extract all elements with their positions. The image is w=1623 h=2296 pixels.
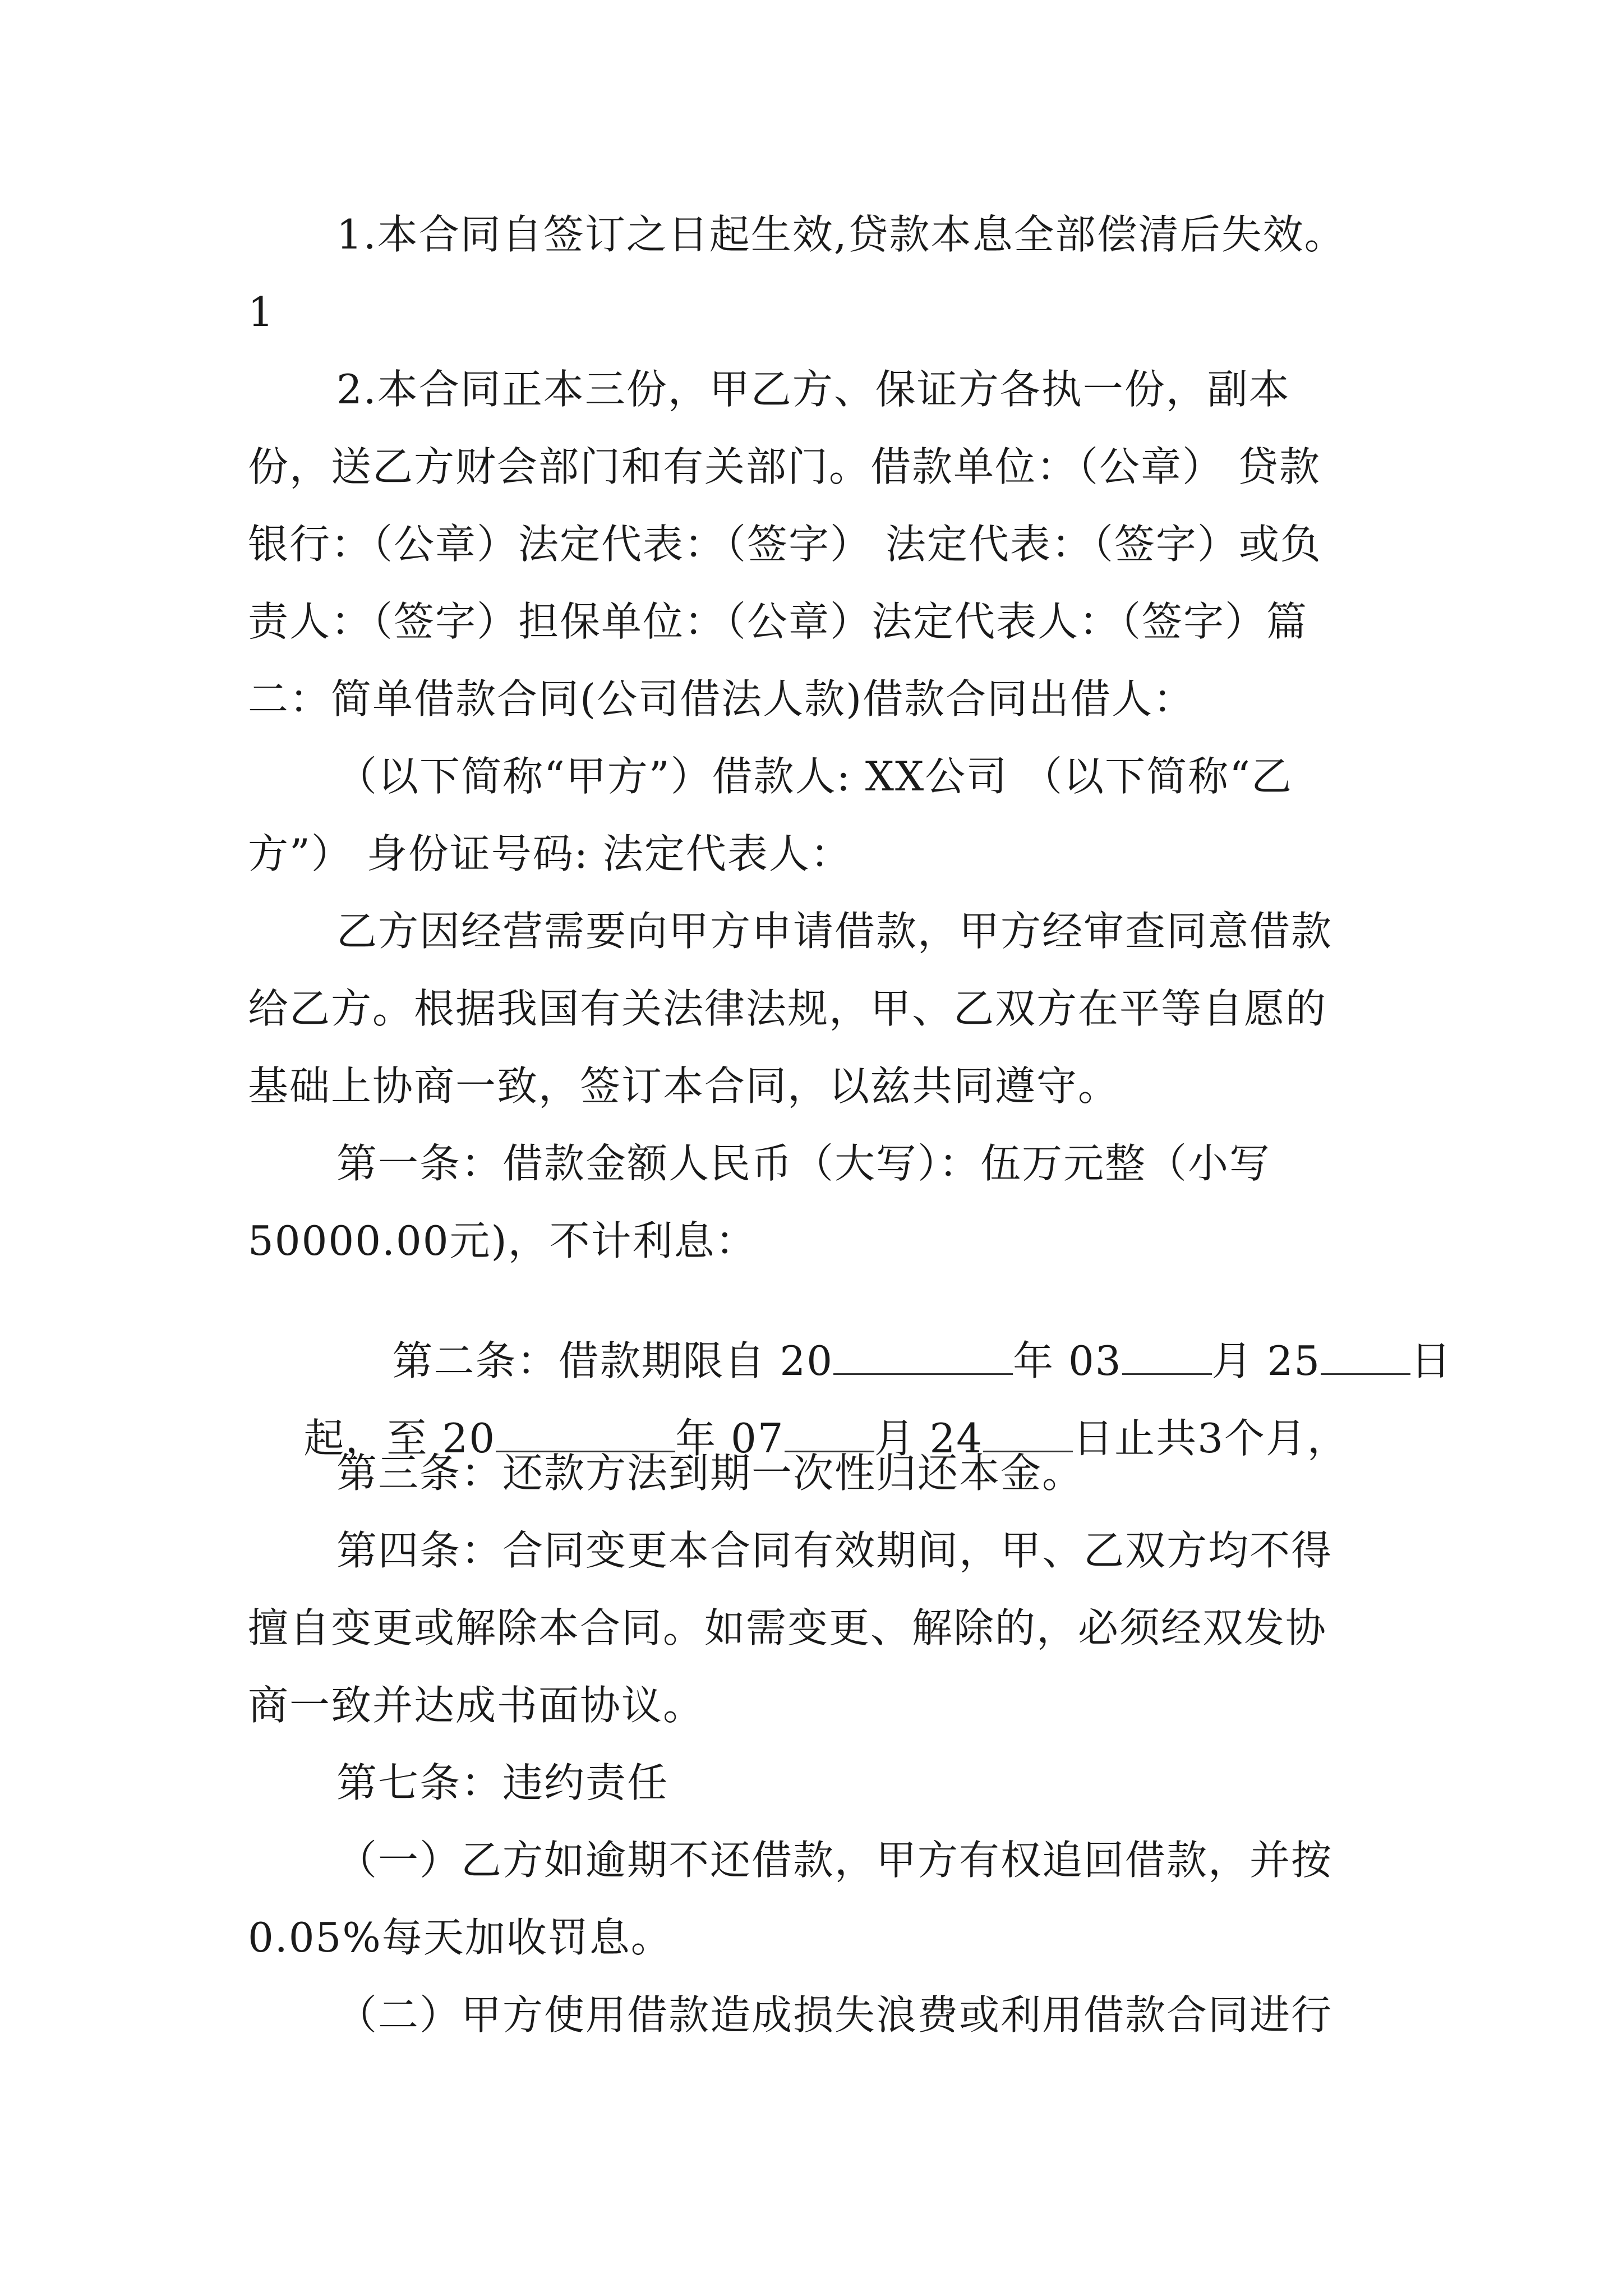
paragraph-line: 责人：（签字）担保单位：（公章）法定代表人：（签字）篇: [248, 598, 1308, 645]
paragraph-line: 银行：（公章）法定代表：（签字） 法定代表：（签字）或负: [248, 521, 1322, 568]
paragraph-line: 给乙方。根据我国有关法律法规，甲、乙双方在平等自愿的: [248, 985, 1327, 1032]
paragraph-line: 方”） 身份证号码: 法定代表人：: [248, 830, 852, 877]
paragraph-line: 乙方因经营需要向甲方申请借款，甲方经审查同意借款: [336, 908, 1333, 955]
year-blank: [833, 1338, 1013, 1375]
end-year-month-label: 年 07: [675, 1415, 785, 1462]
year-month-label: 年 03: [1013, 1337, 1122, 1384]
loan-term-suffix: 日止共3个月，: [1073, 1415, 1349, 1462]
article-heading: 第一条：借款金额人民币（大写）：伍万元整（小写: [336, 1140, 1271, 1187]
paragraph-line: 2.本合同正本三份，甲乙方、保证方各执一份，副本: [336, 366, 1290, 413]
paragraph-line: 商一致并达成书面协议。: [248, 1682, 705, 1729]
end-year-blank: [496, 1416, 675, 1452]
paragraph-line: 0.05%每天加收罚息。: [248, 1914, 672, 1961]
paragraph-line: 二：简单借款合同(公司借法人款)借款合同出借人：: [248, 675, 1195, 723]
paragraph-line: 擅自变更或解除本合同。如需变更、解除的，必须经双发协: [248, 1604, 1327, 1651]
day-blank: [1321, 1338, 1410, 1375]
paragraph-line: 1.本合同自签订之日起生效,贷款本息全部偿清后失效。: [336, 211, 1346, 258]
paragraph-line: 50000.00元)，不计利息：: [248, 1217, 757, 1264]
loan-term-prefix: 第二条：借款期限自 20: [392, 1337, 834, 1384]
month-blank: [1122, 1338, 1212, 1375]
paragraph-line: （一）乙方如逾期不还借款，甲方有权追回借款，并按: [336, 1837, 1333, 1884]
end-month-blank: [785, 1416, 874, 1452]
paragraph-line: （以下简称“甲方”）借款人: XX公司 （以下简称“乙: [336, 753, 1293, 800]
paragraph-line: 基础上协商一致，签订本合同，以兹共同遵守。: [248, 1062, 1120, 1110]
article-heading: 第四条：合同变更本合同有效期间，甲、乙双方均不得: [336, 1527, 1333, 1574]
day-label: 日: [1410, 1337, 1453, 1384]
article-heading: 第七条：违约责任: [336, 1759, 669, 1806]
article-heading: 第三条：还款方法到期一次性归还本金。: [336, 1450, 1084, 1497]
month-day-label: 月 25: [1211, 1337, 1321, 1384]
page-number: 1: [248, 288, 275, 335]
end-day-blank: [983, 1416, 1073, 1452]
paragraph-line: （二）甲方使用借款造成损失浪费或利用借款合同进行: [336, 1991, 1333, 2039]
end-month-day-label: 月 24: [874, 1415, 984, 1462]
paragraph-line: 份，送乙方财会部门和有关部门。借款单位：（公章） 贷款: [248, 443, 1321, 490]
loan-term-end-prefix: 起，至 20: [303, 1415, 496, 1462]
